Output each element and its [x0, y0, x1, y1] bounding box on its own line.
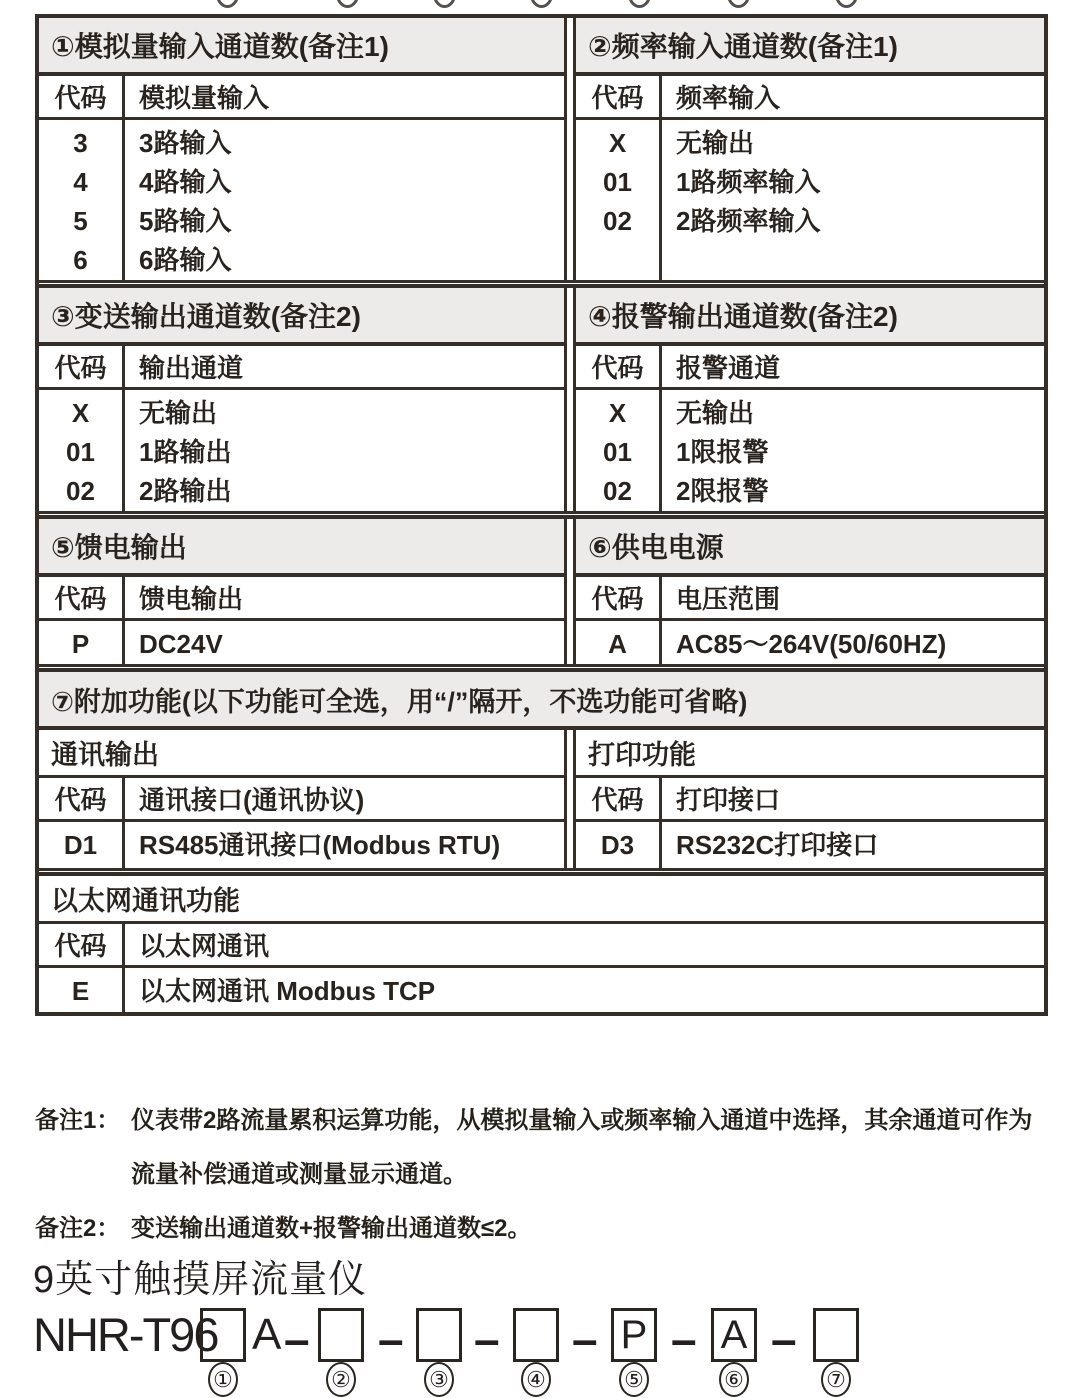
column-header-row — [39, 346, 564, 390]
cut-off-circle-icon — [433, 0, 456, 8]
code-value: 3 — [73, 128, 88, 158]
code-value: D3 — [600, 830, 635, 860]
label-cells — [662, 822, 1044, 868]
code-value: E — [71, 976, 90, 1006]
remark-text: 变送输出通道数+报警输出通道数≤2。 — [131, 1215, 532, 1242]
code-column-header: 代码 — [39, 76, 125, 117]
label-cells — [662, 621, 1044, 664]
label-value: 2限报警 — [676, 476, 769, 506]
subsection-ethernet — [39, 876, 1044, 1012]
band-separator — [39, 280, 1044, 288]
section-title: ⑤馈电输出 — [39, 519, 564, 577]
label-value: RS232C打印接口 — [676, 830, 879, 860]
code-cells — [576, 120, 662, 280]
code-column-header: 代码 — [39, 346, 125, 387]
group-title: 以太网通讯功能 — [39, 876, 1044, 924]
label-cells — [125, 822, 564, 868]
band-analog-frequency — [39, 18, 1044, 280]
section-feed-output — [39, 519, 567, 664]
band-separator — [39, 511, 1044, 519]
label-value: 4路输入 — [139, 167, 232, 197]
code-value: 02 — [603, 476, 632, 506]
code-value: 6 — [73, 245, 88, 275]
group-title: 通讯输出 — [39, 730, 564, 778]
label-column-header: 通讯接口(通讯协议) — [139, 785, 365, 815]
label-value: 无输出 — [139, 398, 218, 428]
cut-off-circle-icon — [727, 0, 750, 8]
table-body — [576, 822, 1044, 868]
column-header-row — [39, 577, 564, 621]
column-header-row — [576, 346, 1044, 390]
label-value: 6路输入 — [139, 245, 232, 275]
code-value: 4 — [73, 167, 88, 197]
label-cells — [125, 390, 564, 511]
band-separator — [39, 664, 1044, 672]
label-column-header: 电压范围 — [676, 584, 781, 614]
code-cells — [576, 621, 662, 664]
code-cells — [39, 621, 125, 664]
table-body — [39, 822, 564, 868]
model-slot-box-5: P — [611, 1308, 657, 1362]
model-dash: – — [771, 1313, 797, 1365]
code-cells — [576, 390, 662, 511]
label-value: 1限报警 — [676, 437, 769, 467]
table-body — [576, 621, 1044, 664]
code-value: X — [608, 128, 627, 158]
column-header-row — [576, 778, 1044, 822]
column-header-row — [576, 577, 1044, 621]
model-slot-box-4 — [513, 1308, 559, 1362]
model-dash: – — [671, 1313, 697, 1365]
code-column-header: 代码 — [576, 346, 662, 387]
label-value: 2路输出 — [139, 476, 232, 506]
table-body — [39, 390, 564, 511]
band-separator — [39, 868, 1044, 876]
remark-1 — [35, 1094, 1047, 1202]
code-cells — [39, 822, 125, 868]
section-alarm-output — [573, 288, 1044, 511]
band-transmit-alarm — [39, 288, 1044, 511]
code-value: X — [608, 398, 627, 428]
circled-number-7: ⑦ — [821, 1362, 851, 1397]
group-title: 打印功能 — [576, 730, 1044, 778]
label-cells — [662, 390, 1044, 511]
column-header-row — [39, 778, 564, 822]
circled-number-2: ② — [326, 1362, 356, 1397]
remark-label: 备注1： — [35, 1107, 121, 1134]
model-slot-box-7 — [813, 1308, 859, 1362]
label-cells — [125, 120, 564, 280]
label-value: 无输出 — [676, 128, 755, 158]
label-cells — [125, 621, 564, 664]
label-cells — [662, 120, 1044, 280]
remark-label: 备注2： — [35, 1215, 121, 1242]
band-power — [39, 519, 1044, 664]
table-body — [39, 621, 564, 664]
section-title: ③变送输出通道数(备注2) — [39, 288, 564, 346]
label-column-header: 频率输入 — [676, 83, 781, 113]
model-slot-box-1 — [200, 1308, 246, 1362]
code-value: 02 — [66, 476, 95, 506]
remark-text: 仪表带2路流量累积运算功能，从模拟量输入或频率输入通道中选择，其余通道可作为流量补偿通道或测量显示通道。 — [131, 1107, 1033, 1188]
section-title: ⑦附加功能(以下功能可全选，用“/”隔开，不选功能可省略) — [39, 672, 1044, 730]
section-title: ②频率输入通道数(备注1) — [576, 18, 1044, 76]
model-selection-table — [35, 14, 1048, 1016]
circled-number-4: ④ — [521, 1362, 551, 1397]
cut-off-circle-icon — [530, 0, 553, 8]
code-column-header: 代码 — [576, 778, 662, 819]
label-value: 1路频率输入 — [676, 167, 821, 197]
code-cells — [39, 968, 125, 1012]
section-additional-functions — [39, 672, 1044, 1012]
section-transmit-output — [39, 288, 567, 511]
code-column-header: 代码 — [39, 577, 125, 618]
code-value: 01 — [603, 167, 632, 197]
code-value: A — [608, 629, 627, 659]
code-value: 5 — [73, 206, 88, 236]
code-value: 01 — [66, 437, 95, 467]
cut-off-circle-icon — [336, 0, 359, 8]
label-value: AC85～264V(50/60HZ) — [676, 629, 947, 659]
section-title: ①模拟量输入通道数(备注1) — [39, 18, 564, 76]
label-column-header: 模拟量输入 — [139, 83, 270, 113]
subsection-print-function — [573, 730, 1044, 868]
section-title: ⑥供电电源 — [576, 519, 1044, 577]
label-value: DC24V — [139, 629, 223, 659]
section-frequency-input — [573, 18, 1044, 280]
section-power-supply — [573, 519, 1044, 664]
label-value: 1路输出 — [139, 437, 232, 467]
circled-number-6: ⑥ — [719, 1362, 749, 1397]
label-value: 无输出 — [676, 398, 755, 428]
code-cells — [39, 390, 125, 511]
table-body — [39, 968, 1044, 1012]
label-cells — [125, 968, 1044, 1012]
table-body — [39, 120, 564, 280]
label-column-header: 馈电输出 — [139, 584, 244, 614]
column-header-row — [39, 76, 564, 120]
cut-off-circle-icon — [835, 0, 858, 8]
model-dash: – — [378, 1313, 404, 1365]
subsection-comm-output — [39, 730, 567, 868]
remarks — [35, 1094, 1047, 1256]
label-value: RS485通讯接口(Modbus RTU) — [139, 830, 501, 860]
code-column-header: 代码 — [39, 924, 125, 965]
code-value: X — [71, 398, 90, 428]
cut-off-circle-icon — [628, 0, 651, 8]
model-prefix: NHR-T96 — [33, 1308, 218, 1361]
circled-number-5: ⑤ — [619, 1362, 649, 1397]
model-dash: – — [474, 1313, 500, 1365]
model-dash: – — [284, 1313, 310, 1365]
product-title: 9英寸触摸屏流量仪 — [33, 1259, 368, 1301]
code-value: 01 — [603, 437, 632, 467]
model-slot-box-6: A — [711, 1308, 757, 1362]
label-column-header: 以太网通讯 — [139, 931, 270, 961]
label-value: 以太网通讯 Modbus TCP — [139, 976, 436, 1006]
code-column-header: 代码 — [39, 778, 125, 819]
section-analog-input — [39, 18, 567, 280]
label-column-header: 输出通道 — [139, 353, 244, 383]
code-value: 02 — [603, 206, 632, 236]
circled-number-1: ① — [208, 1362, 238, 1397]
code-column-header: 代码 — [576, 76, 662, 117]
section-title: ④报警输出通道数(备注2) — [576, 288, 1044, 346]
label-column-header: 报警通道 — [676, 353, 781, 383]
label-value: 2路频率输入 — [676, 206, 821, 236]
code-column-header: 代码 — [576, 577, 662, 618]
model-slot-box-3 — [416, 1308, 462, 1362]
code-value: P — [71, 629, 90, 659]
model-fixed-letter: A — [252, 1310, 282, 1359]
table-body — [576, 120, 1044, 280]
label-column-header: 打印接口 — [676, 785, 781, 815]
cut-off-circle-icon — [216, 0, 239, 8]
band-comm-print — [39, 730, 1044, 868]
model-dash: – — [572, 1313, 598, 1365]
code-cells — [576, 822, 662, 868]
code-value: D1 — [63, 830, 98, 860]
label-value: 3路输入 — [139, 128, 232, 158]
model-slot-box-2 — [318, 1308, 364, 1362]
column-header-row — [39, 924, 1044, 968]
code-cells — [39, 120, 125, 280]
circled-number-3: ③ — [424, 1362, 454, 1397]
column-header-row — [576, 76, 1044, 120]
label-value: 5路输入 — [139, 206, 232, 236]
table-body — [576, 390, 1044, 511]
